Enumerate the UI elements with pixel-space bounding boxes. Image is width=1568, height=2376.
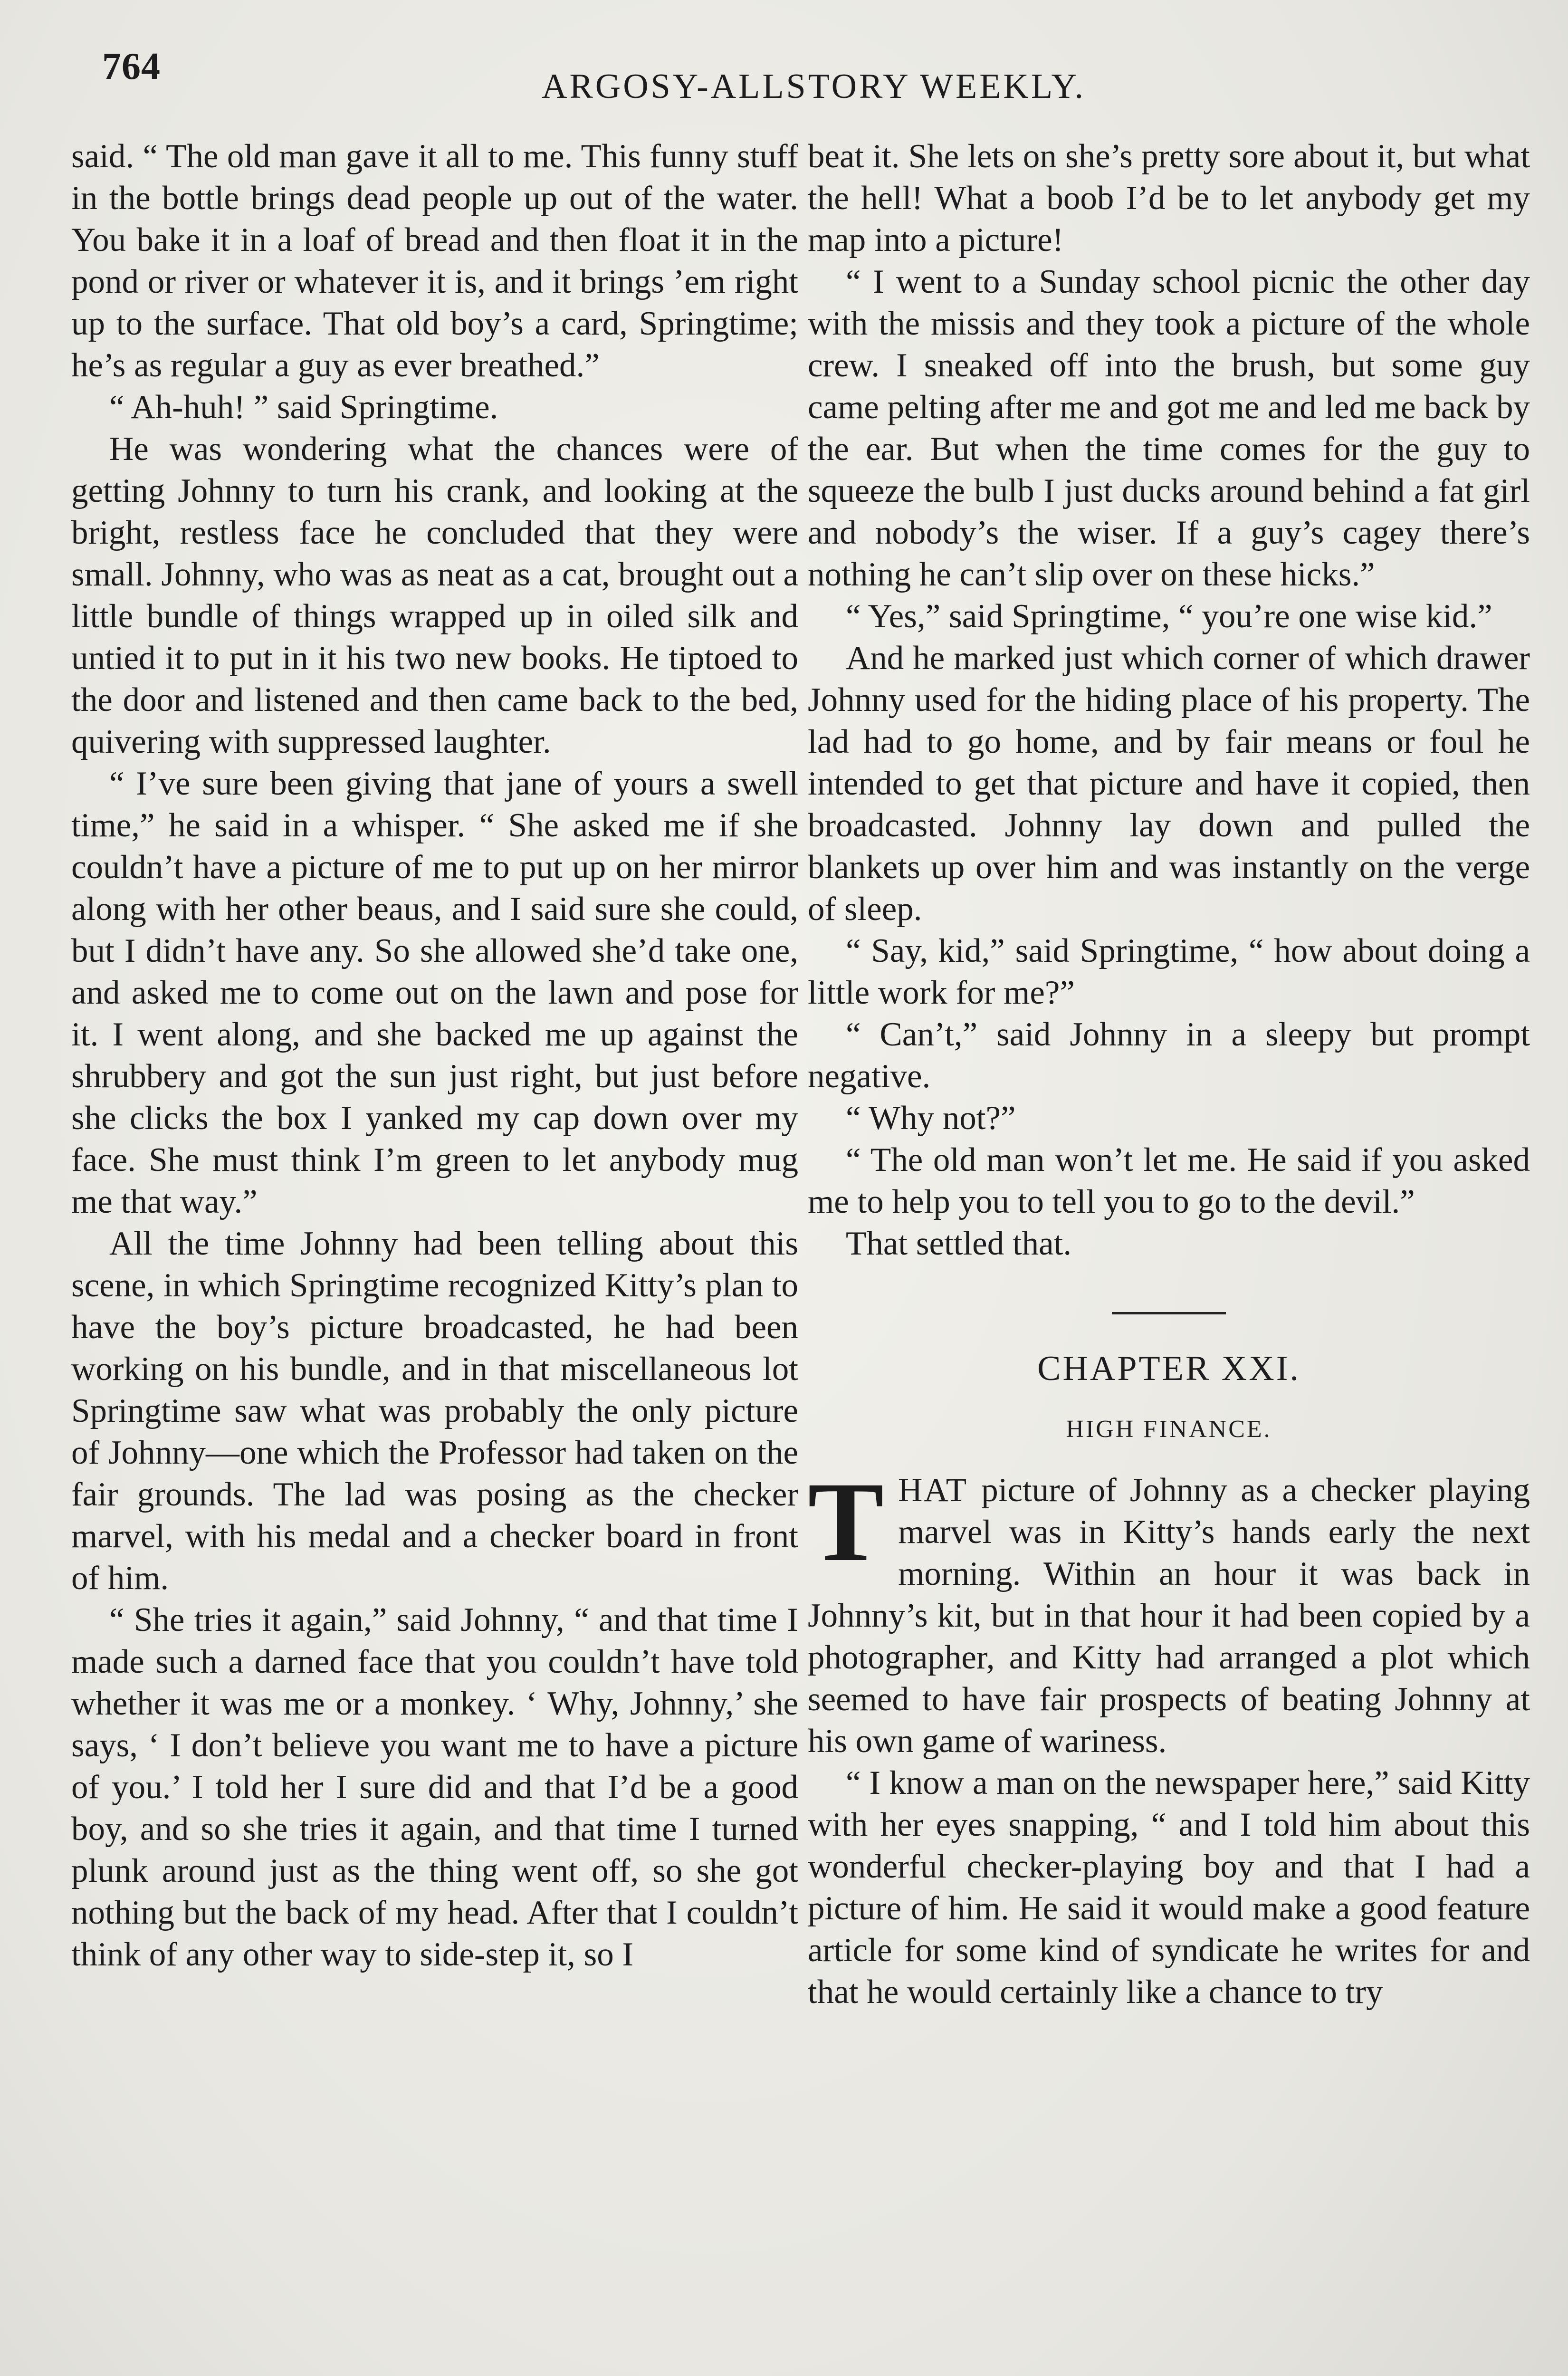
paragraph: “ I know a man on the newspaper here,” said Kitty with her eyes snapping, “ and I told him about this wonderful checker-playing boy and that I had a picture of him. He said it would make a good feature article for some kind of syndicate he writes for and that he would certainly like a chance to try [808,1764,1530,2011]
opening-text: picture of Johnny as a checker playing marvel was in Kitty’s hands early the next morning. Within an hour it was back in Johnny’s kit, but in that hour it had been copied by a photographer, and Kitty had arranged a plot which seemed to have fair prospects of beating Johnny at his own game of wariness. [808,1472,1530,1760]
paragraph: And he marked just which corner of which drawer Johnny used for the hiding place of his property. The lad had to go home, and by fair means or foul he intended to get that picture and have it copied, then broadcasted. Johnny lay down and pulled the blankets up over him and was instantly on the verge of sleep. [808,640,1530,928]
paragraph: That settled that. [846,1225,1072,1262]
left-column [71,135,798,1975]
paragraph: “ Yes,” said Springtime, “ you’re one wise kid.” [846,598,1492,635]
page-number: 764 [102,46,161,87]
chapter-opening-paragraph [808,1458,1530,1762]
opening-word: HAT [898,1472,968,1509]
paragraph: “ Why not?” [846,1100,1016,1137]
paragraph: “ Say, kid,” said Springtime, “ how about doing a little work for me?” [808,932,1530,1011]
paragraph: “ Can’t,” said Johnny in a sleepy but prompt negative. [808,1016,1530,1095]
section-divider [1112,1312,1226,1314]
paragraph: “ She tries it again,” said Johnny, “ and that time I made such a darned face that you couldn’t have told whether it was me or a monkey. ‘ Why, Johnny,’ she says, ‘ I don’t believe you want me to have a picture of you.’ I told her I sure did and that I’d be a good boy, and so she tries it again, and that time I turned plunk around just as the thing went off, so she got nothing but the back of my head. After that I couldn’t think of any other way to side-step it, so I [71,1601,798,1973]
chapter-title: CHAPTER XXI. [1037,1349,1300,1388]
paragraph: He was wondering what the chances were of getting Johnny to turn his crank, and looking at the bright, restless face he concluded that they were small. Johnny, who was as neat as a cat, brought out a little bundle of things wrapped up in oiled silk and untied it to put in it his two new books. He tiptoed to the door and listened and then came back to the bed, quivering with suppressed laughter. [71,431,798,760]
paragraph: said. “ The old man gave it all to me. This funny stuff in the bottle brings dead people up out of the water. You bake it in a loaf of bread and then float it in the pond or river or whatever it is, and it brings ’em right up to the surface. That old boy’s a card, Springtime; he’s as regular a guy as ever breathed.” [71,138,798,384]
paragraph: “ I’ve sure been giving that jane of yours a swell time,” he said in a whisper. “ She asked me if she couldn’t have a picture of me to put up on her mirror along with her other beaus, and I said sure she could, but I didn’t have any. So she allowed she’d take one, and asked me to come out on the lawn and pose for it. I went along, and she backed me up against the shrubbery and got the sun just right, but just before she clicks the box I yanked my cap down over my face. She must think I’m green to let anybody mug me that way.” [71,765,798,1220]
right-column [808,135,1530,2013]
paragraph: “ Ah-huh! ” said Springtime. [109,389,498,426]
paragraph: “ I went to a Sunday school picnic the other day with the missis and they took a picture of the whole crew. I sneaked off into the brush, but some guy came pelting after me and got me and led me back by the ear. But when the time comes for the guy to squeeze the bulb I just ducks around behind a fat girl and nobody’s the wiser. If a guy’s cagey there’s nothing he can’t slip over on these hicks.” [808,263,1530,593]
chapter-subtitle: HIGH FINANCE. [1066,1416,1272,1443]
paragraph: “ The old man won’t let me. He said if you asked me to help you to tell you to go to the devil.” [808,1141,1530,1220]
paragraph: beat it. She lets on she’s pretty sore about it, but what the hell! What a boob I’d be to let anybody get my map into a picture! [808,138,1530,259]
paragraph: All the time Johnny had been telling about this scene, in which Springtime recognized Kitty’s plan to have the boy’s picture broadcasted, he had been working on his bundle, and in that miscellaneous lot Springtime saw what was probably the only picture of Johnny—one which the Professor had taken on the fair grounds. The lad was posing as the checker marvel, with his medal and a checker board in front of him. [71,1225,798,1597]
running-title: ARGOSY-ALLSTORY WEEKLY. [542,67,1086,106]
drop-cap: T [808,1458,884,1585]
